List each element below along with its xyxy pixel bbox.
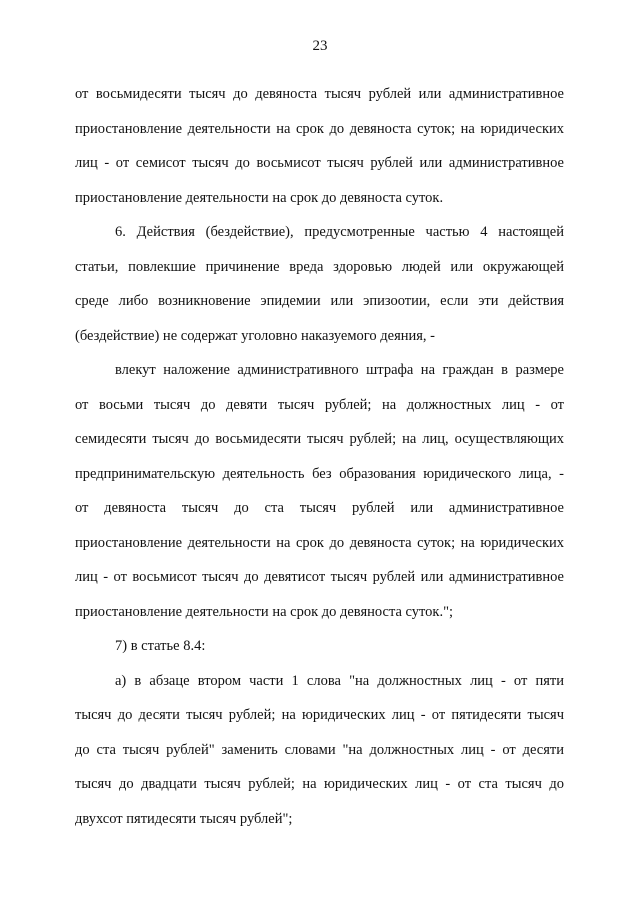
text-line: лиц - от восьмисот тысяч до девятисот тысяч рублей или административное — [75, 569, 564, 585]
text-line: среде либо возникновение эпидемии или эпизоотии, если эти действия — [75, 293, 564, 309]
text-line: приостановление деятельности на срок до девяноста суток."; — [75, 603, 454, 620]
text-line: а) в абзаце втором части 1 слова "на должностных лиц - от пяти — [115, 672, 564, 689]
text-line: тысяч до десяти тысяч рублей; на юридических лиц - от пятидесяти тысяч — [75, 707, 564, 723]
document-body — [75, 77, 564, 836]
text-line: 7) в статье 8.4: — [115, 638, 206, 654]
text-line: статьи, повлекшие причинение вреда здоровью людей или окружающей — [75, 258, 564, 275]
text-line: от восьмидесяти тысяч до девяноста тысяч рублей или административное — [75, 86, 564, 102]
paragraph — [75, 353, 564, 629]
text-line: 6. Действия (бездействие), предусмотренные частью 4 настоящей — [115, 224, 564, 240]
text-line: от девяноста тысяч до ста тысяч рублей или административное — [75, 500, 564, 516]
text-line: предпринимательскую деятельность без образования юридического лица, - — [75, 465, 564, 482]
text-line: до ста тысяч рублей" заменить словами "на должностных лиц - от десяти — [75, 741, 564, 758]
text-line: (бездействие) не содержат уголовно наказуемого деяния, - — [75, 327, 436, 344]
paragraph — [75, 77, 564, 215]
text-line: приостановление деятельности на срок до девяноста суток; на юридических — [75, 534, 564, 551]
paragraph — [75, 215, 564, 353]
page-number: 23 — [312, 38, 328, 54]
text-line: лиц - от семисот тысяч до восьмисот тысяч рублей или административное — [75, 155, 564, 171]
text-line: семидесяти тысяч до восьмидесяти тысяч рублей; на лиц, осуществляющих — [75, 431, 564, 447]
text-line: приостановление деятельности на срок до девяноста суток; на юридических — [75, 120, 564, 137]
text-line: тысяч до двадцати тысяч рублей; на юридических лиц - от ста тысяч до — [75, 776, 564, 792]
text-line: приостановление деятельности на срок до девяноста суток. — [75, 189, 444, 206]
paragraph — [75, 664, 564, 837]
text-line: от восьми тысяч до девяти тысяч рублей; на должностных лиц - от — [75, 396, 564, 413]
text-line: влекут наложение административного штрафа на граждан в размере — [115, 362, 564, 378]
paragraph — [75, 629, 564, 664]
text-line: двухсот пятидесяти тысяч рублей"; — [75, 810, 293, 827]
